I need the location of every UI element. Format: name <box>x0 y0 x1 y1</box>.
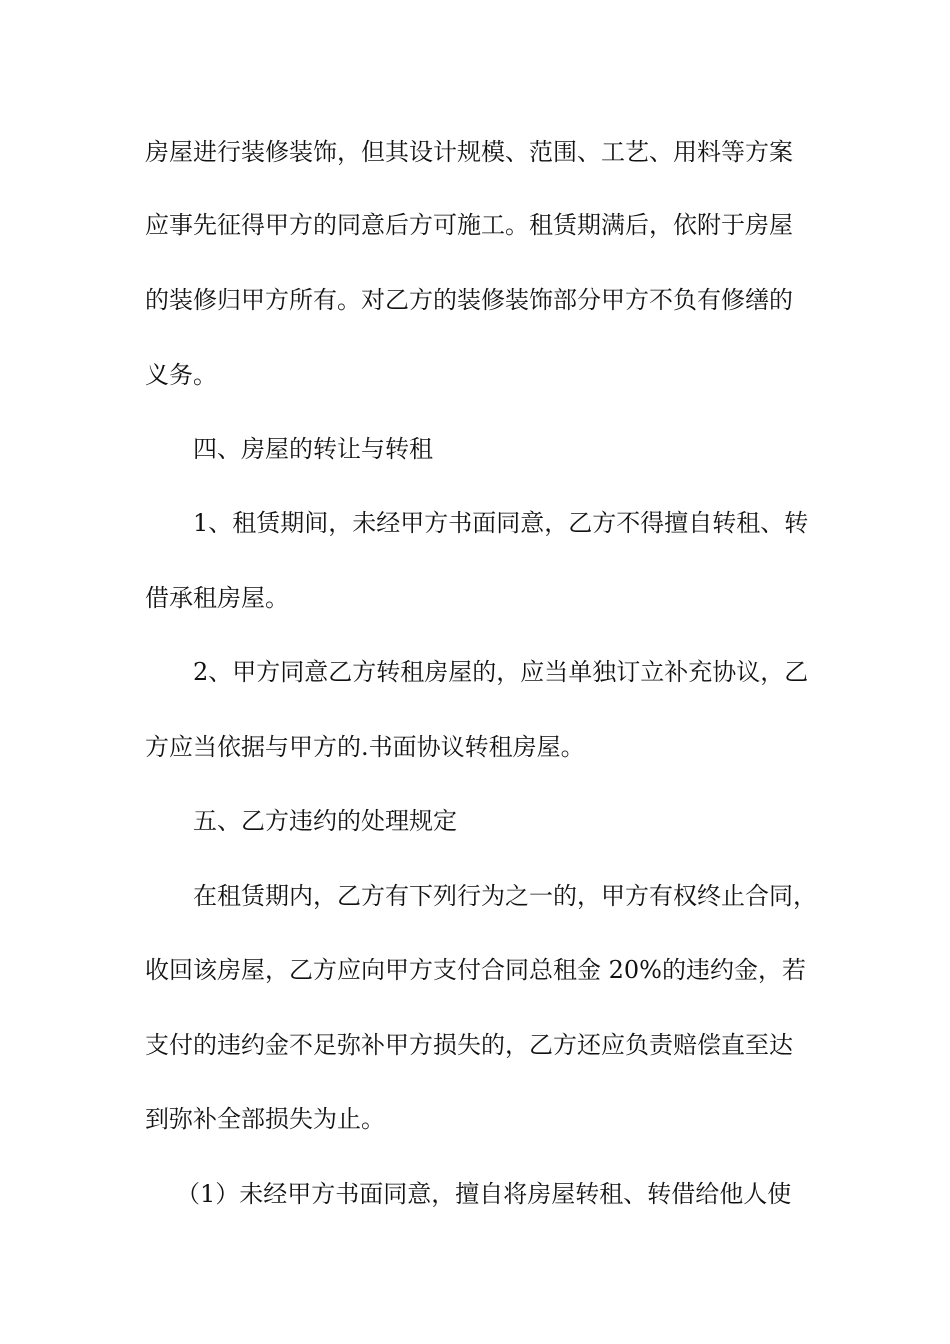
section-heading: 四、房屋的转让与转租 <box>193 435 433 463</box>
body-text-line: 支付的违约金不足弥补甲方损失的，乙方还应负责赔偿直至达 <box>145 1031 793 1059</box>
body-text-line: 2、甲方同意乙方转租房屋的，应当单独订立补充协议，乙 <box>193 658 809 686</box>
body-text-line: 在租赁期内，乙方有下列行为之一的，甲方有权终止合同， <box>193 882 817 910</box>
section-heading: 五、乙方违约的处理规定 <box>193 807 457 835</box>
body-text-line: （1）未经甲方书面同意，擅自将房屋转租、转借给他人使 <box>176 1180 792 1208</box>
body-text-line: 借承租房屋。 <box>145 584 289 612</box>
body-text-line: 应事先征得甲方的同意后方可施工。租赁期满后，依附于房屋 <box>145 211 793 239</box>
body-text-line: 方应当依据与甲方的.书面协议转租房屋。 <box>145 733 585 761</box>
body-text-line: 到弥补全部损失为止。 <box>145 1105 385 1133</box>
body-text-line: 1、租赁期间，未经甲方书面同意，乙方不得擅自转租、转 <box>193 509 809 537</box>
body-text-line: 房屋进行装修装饰，但其设计规模、范围、工艺、用料等方案 <box>145 138 793 166</box>
body-text-line: 的装修归甲方所有。对乙方的装修装饰部分甲方不负有修缮的 <box>145 286 793 314</box>
body-text-line: 收回该房屋，乙方应向甲方支付合同总租金 20%的违约金，若 <box>145 956 806 984</box>
body-text-line: 义务。 <box>145 361 217 389</box>
